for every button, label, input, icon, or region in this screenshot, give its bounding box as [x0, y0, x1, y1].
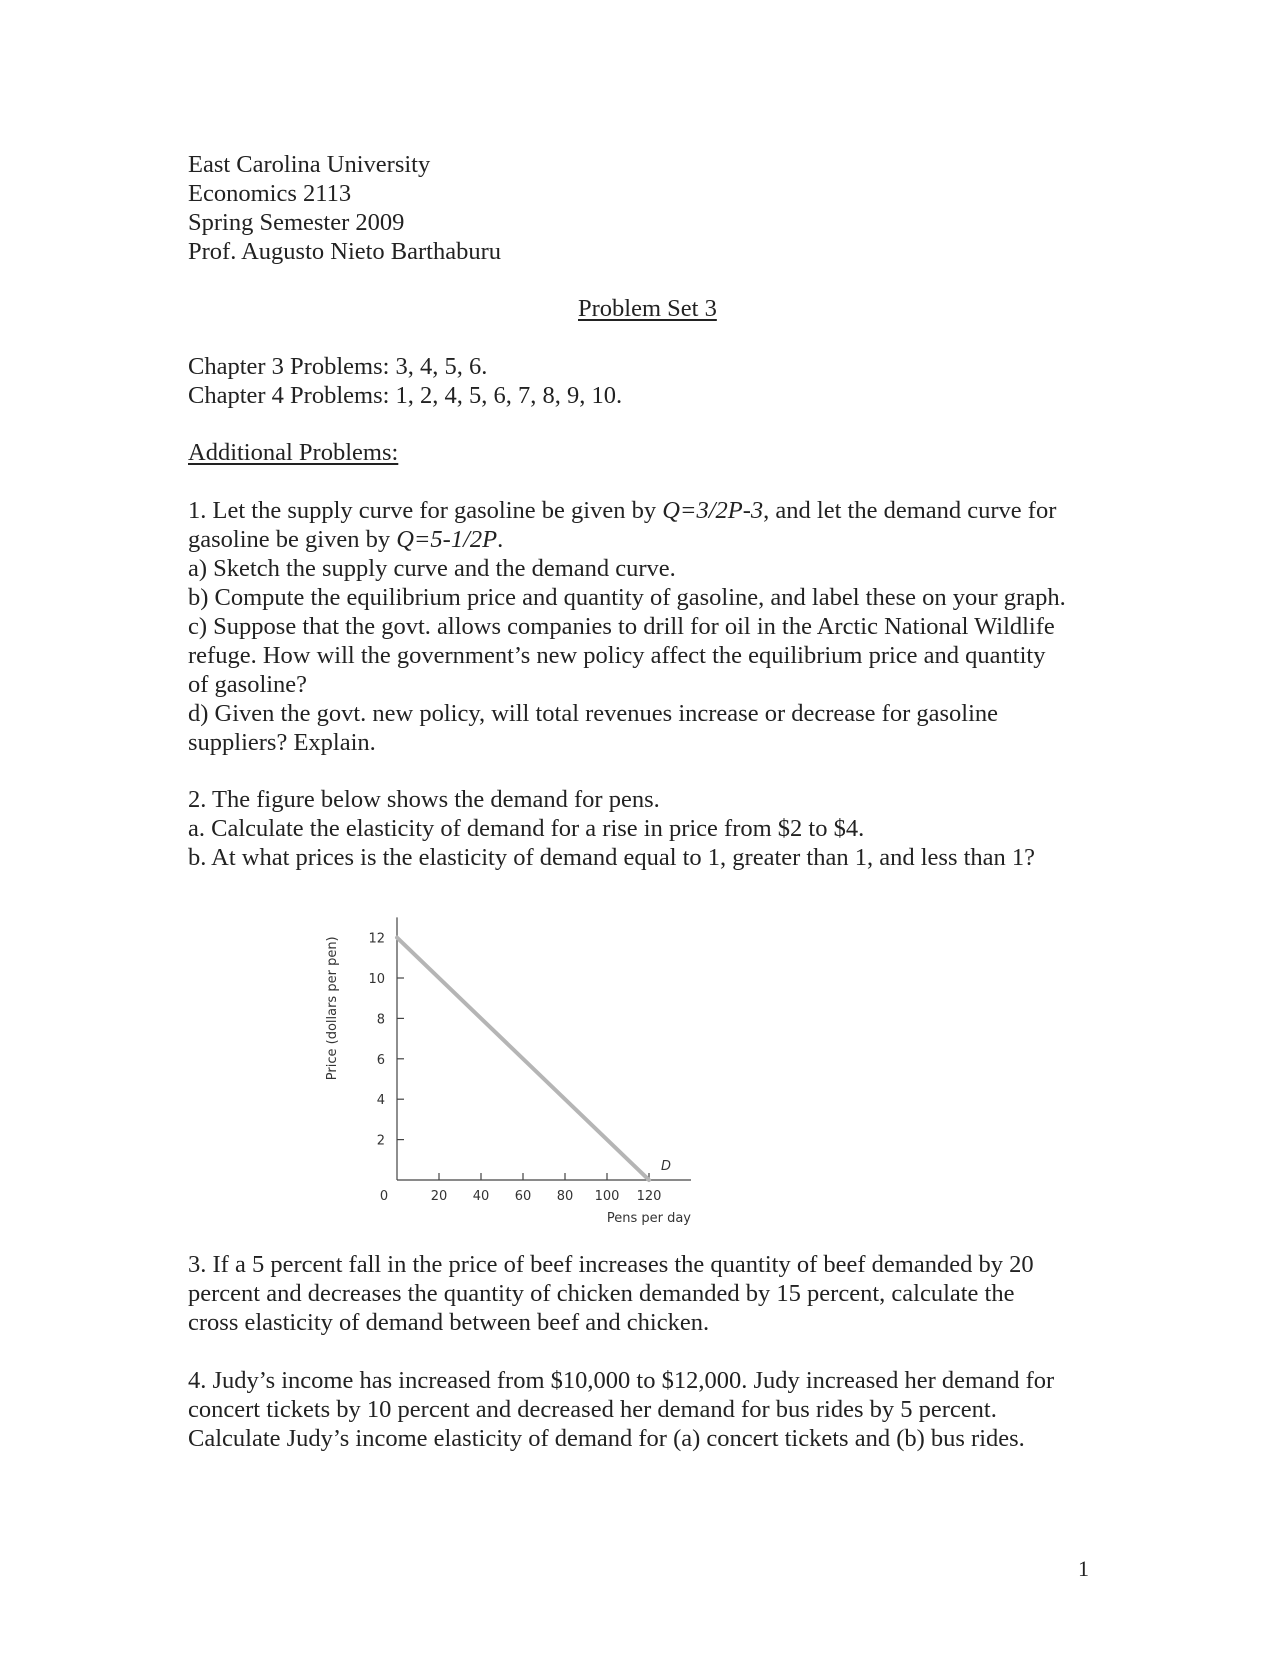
problem-1-b: b) Compute the equilibrium price and quantity of gasoline, and label these on your graph. [188, 584, 1066, 611]
y-tick-label: 10 [368, 972, 385, 987]
x-tick-label: 60 [514, 1189, 532, 1204]
course: Economics 2113 [188, 180, 352, 207]
problem-1-line-2-text: gasoline be given by [188, 526, 397, 553]
y-tick-label: 2 [376, 1133, 385, 1149]
problem-1-d-line-1: d) Given the govt. new policy, will total revenues increase or decrease for gasoline [188, 700, 999, 727]
problem-3-line-1: 3. If a 5 percent fall in the price of beef increases the quantity of beef demanded by 20 [188, 1251, 1034, 1278]
problem-1-d-line-2: suppliers? Explain. [188, 729, 376, 756]
problem-2-intro: 2. The figure below shows the demand for pens. [188, 786, 660, 813]
demand-curve-label: D [661, 1159, 672, 1174]
y-axis-title: Price (dollars per pen) [325, 936, 340, 1081]
y-tick-label: 12 [368, 931, 385, 947]
problem-4-line-2: concert tickets by 10 percent and decreased her demand for bus rides by 5 percent. [188, 1396, 997, 1423]
additional-problems-heading: Additional Problems: [188, 439, 399, 466]
problem-4-line-1: 4. Judy’s income has increased from $10,000 to $12,000. Judy increased her demand for [188, 1367, 1055, 1394]
chapter-3-problems: Chapter 3 Problems: 3, 4, 5, 6. [188, 353, 488, 380]
x-tick-label: 80 [556, 1189, 574, 1204]
problem-2-a: a. Calculate the elasticity of demand for a rise in price from $2 to $4. [188, 815, 865, 842]
problem-1-intro: 1. Let the supply curve for gasoline be given by [188, 497, 663, 524]
semester: Spring Semester 2009 [188, 209, 405, 236]
chapter-4-problems: Chapter 4 Problems: 1, 2, 4, 5, 6, 7, 8, 9, 10. [188, 382, 623, 409]
problem-1-c-line-1: c) Suppose that the govt. allows companies to drill for oil in the Arctic National Wildlife [188, 613, 1055, 640]
demand-equation: Q=5-1/2P [396, 526, 498, 553]
x-tick-label: 20 [430, 1189, 448, 1204]
demand-curve [397, 938, 649, 1180]
professor: Prof. Augusto Nieto Barthaburu [188, 238, 502, 265]
y-tick-label: 6 [376, 1052, 385, 1068]
problem-1-c-line-2: refuge. How will the government’s new policy affect the equilibrium price and quantity [188, 642, 1046, 669]
problem-1-line-2 [188, 525, 503, 554]
problem-1-line-1 [188, 496, 1056, 525]
demand-chart [320, 880, 740, 1230]
y-tick-label: 4 [376, 1093, 385, 1109]
problem-1-a: a) Sketch the supply curve and the demand curve. [188, 555, 676, 582]
page-number: 1 [1078, 1556, 1089, 1581]
problem-3-line-3: cross elasticity of demand between beef and chicken. [188, 1309, 710, 1336]
problem-4-line-3: Calculate Judy’s income elasticity of demand for (a) concert tickets and (b) bus rides. [188, 1425, 1025, 1452]
x-tick-label: 40 [472, 1189, 490, 1204]
x-tick-label: 100 [594, 1189, 620, 1204]
institution: East Carolina University [188, 151, 431, 178]
x-axis-title: Pens per day [606, 1211, 691, 1226]
origin-label: 0 [379, 1189, 389, 1204]
y-tick-label: 8 [376, 1012, 385, 1028]
problem-1-intro-cont: , and let the demand curve for [763, 497, 1057, 524]
problem-1-c-line-3: of gasoline? [188, 671, 308, 698]
problem-1-line-2-end: . [497, 526, 504, 553]
problem-2-b: b. At what prices is the elasticity of demand equal to 1, greater than 1, and less than 1? [188, 844, 1036, 871]
x-tick-label: 120 [636, 1189, 662, 1204]
supply-equation: Q=3/2P-3 [662, 497, 764, 524]
problem-3-line-2: percent and decreases the quantity of chicken demanded by 15 percent, calculate the [188, 1280, 1015, 1307]
page-title: Problem Set 3 [578, 295, 717, 322]
